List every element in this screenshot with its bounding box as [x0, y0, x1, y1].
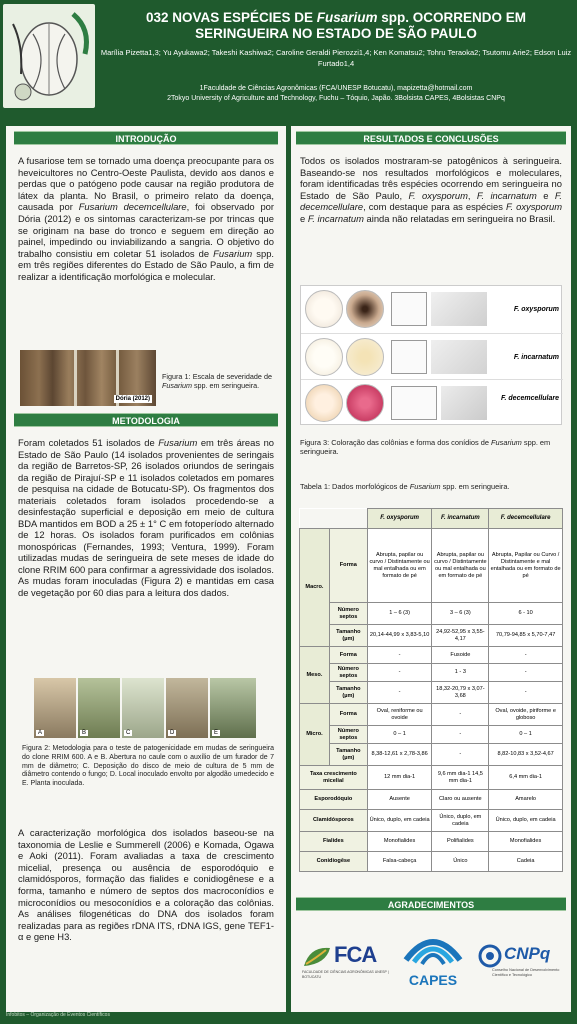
figure-3-species-label: F. incarnatum — [513, 354, 559, 361]
conidia-drawing — [391, 340, 427, 374]
table-cell: 1 – 6 (3) — [367, 603, 432, 625]
table-cell: Abrupta, papilar ou curvo / Distintamente ou mal entalhada ou em formato de pé — [367, 529, 432, 603]
table-cell: - — [489, 647, 563, 664]
table-cell: Ausente — [367, 790, 432, 810]
table-cell: - — [432, 726, 489, 744]
conidia-micrograph — [431, 340, 487, 374]
table-cell: Abrupta, Papilar ou Curvo / Distintamente e mal entalhada ou em formato de pé — [489, 529, 563, 603]
row-label: Tamanho (µm) — [329, 744, 367, 766]
agradecimentos-heading: AGRADECIMENTOS — [296, 897, 566, 911]
affiliations: 1Faculdade de Ciências Agronômicas (FCA/UNESP Botucatu), mapizetta@hotmail.com 2Tokyo University of Agriculture and Technology, Fuchu – Tóquio, Japão. 3Bolsista CAPES, 4Bolsistas CNPq — [167, 85, 505, 102]
table-cell: Falsa-cabeça — [367, 852, 432, 872]
table-cell: Fusoide — [432, 647, 489, 664]
figure-2-panel-c — [122, 678, 164, 738]
row-label: Conidiogêse — [300, 852, 368, 872]
conidia-micrograph — [431, 292, 487, 326]
table-cell: Amarelo — [489, 790, 563, 810]
colony-plate — [346, 290, 384, 328]
row-label: Forma — [329, 647, 367, 664]
row-label: Fialides — [300, 832, 368, 852]
figure-2-label-e: E — [214, 730, 219, 736]
colony-plate — [305, 384, 343, 422]
figure-2-label-c: C — [126, 730, 131, 736]
row-label: Taxa crescimento micelial — [300, 766, 368, 790]
table-cell: 6 - 10 — [489, 603, 563, 625]
row-label: Tamanho (µm) — [329, 625, 367, 647]
table-cell: - — [489, 664, 563, 682]
resultados-heading: RESULTADOS E CONCLUSÕES — [296, 131, 566, 145]
table-cell: - — [367, 647, 432, 664]
fca-label: FCA — [334, 942, 377, 967]
table-header-decemcellulare: F. decemcellulare — [489, 509, 563, 529]
event-logo — [3, 4, 95, 108]
fca-sublabel: FACULDADE DE CIÊNCIAS AGRONÔMICAS UNESP | BOTUCATU — [302, 970, 389, 979]
table-cell: Claro ou ausente — [432, 790, 489, 810]
table-cell: 24,92-52,95 x 3,55-4,17 — [432, 625, 489, 647]
capes-label: CAPES — [408, 972, 458, 988]
table-cell: - — [367, 664, 432, 682]
table-header-oxysporum: F. oxysporum — [367, 509, 432, 529]
figure-2-panel-d — [166, 678, 208, 738]
colony-plate — [305, 338, 343, 376]
table-cell: 12 mm dia-1 — [367, 766, 432, 790]
table-cell: Monofialides — [367, 832, 432, 852]
table-cell: - — [367, 682, 432, 704]
figure-2-label-a: A — [38, 730, 43, 736]
table-cell: 1 - 3 — [432, 664, 489, 682]
morphology-table — [299, 508, 563, 872]
figure-1-photo — [20, 350, 156, 406]
conidia-drawing — [391, 292, 427, 326]
figure-3 — [300, 285, 562, 425]
figure-2-photos — [34, 678, 256, 738]
row-label: Forma — [329, 529, 367, 603]
capes-logo — [398, 928, 468, 992]
authors: Marília Pizetta1,3; Yu Ayukawa2; Takeshi Kashiwa2; Caroline Geraldi Pierozzi1,4; Ken Komatsu2; Tohru Teraoka2; Tsutomu Arie2; Edson Luiz Furtado1,4 — [100, 48, 572, 68]
table-cell: Oval, ovoide, piriforme e globoso — [489, 704, 563, 726]
row-label: Número septos — [329, 603, 367, 625]
table-cell: 6,4 mm dia-1 — [489, 766, 563, 790]
figure-3-species-label: F. decemcellulare — [501, 395, 559, 402]
figure-3-row-oxysporum — [301, 286, 563, 334]
figure-2-label-d: D — [170, 730, 175, 736]
table-header-incarnatum: F. incarnatum — [432, 509, 489, 529]
figure-1-caption: Figura 1: Escala de severidade de Fusarium spp. em seringueira. — [162, 372, 272, 390]
row-group-meso: Meso. — [300, 647, 330, 704]
metodologia-text-2: A caracterização morfológica dos isolados baseou-se na taxonomia de Leslie e Summerell (2006) e Komada, Ogawa e Aoki (2011). Foram avaliadas a taxa de crescimento micelial, presença ou ausência de esporodóquio e clamidósporos, formação das fialides e conidiogênese e a forma, tamanho e número de septos dos macroconídios e microconídios ou mesoconídios e a coloração das colônias. As análises filogenéticas do DNA dos isolados foram realizadas para as regiões rDNA ITS, rDNA IGS, gene TEF1-α e gene H3. — [18, 827, 274, 943]
figure-3-species-label: F. oxysporum — [513, 306, 559, 313]
row-label: Esporodóquio — [300, 790, 368, 810]
table-1-caption: Tabela 1: Dados morfológicos de Fusarium spp. em seringueira. — [300, 482, 510, 491]
table-cell: 70,79-94,85 x 5,70-7,47 — [489, 625, 563, 647]
row-label: Forma — [329, 704, 367, 726]
colony-plate — [305, 290, 343, 328]
figure-2-panel-e — [210, 678, 256, 738]
row-group-micro: Micro. — [300, 704, 330, 766]
table-cell: 8,82-10,83 x 3,52-4,67 — [489, 744, 563, 766]
table-cell: Único, duplo, em cadeia — [489, 810, 563, 832]
introducao-heading: INTRODUÇÃO — [14, 131, 278, 145]
poster-title: 032 NOVAS ESPÉCIES DE Fusarium spp. OCORRENDO EM SERINGUEIRA NO ESTADO DE SÃO PAULO — [145, 10, 527, 41]
figure-2-panel-a — [34, 678, 76, 738]
footer-credit: Infobitos – Organização de Eventos Científicos — [6, 1012, 110, 1018]
figure-3-caption: Figura 3: Coloração das colônias e forma dos conídios de Fusarium spp. em seringueira. — [300, 438, 551, 456]
row-label: Clamidósporos — [300, 810, 368, 832]
figure-2-panel-b — [78, 678, 120, 738]
table-cell: 0 – 1 — [367, 726, 432, 744]
metodologia-heading: METODOLOGIA — [14, 413, 278, 427]
table-cell: 9,6 mm dia-1 14,5 mm dia-1 — [432, 766, 489, 790]
poster-header — [0, 0, 577, 112]
cnpq-emblem-icon — [478, 944, 502, 968]
table-cell: Único, duplo, em cadeia — [432, 810, 489, 832]
row-label: Número septos — [329, 726, 367, 744]
figure-2-label-b: B — [82, 730, 87, 736]
fca-logo — [302, 940, 392, 984]
conidia-micrograph — [441, 386, 487, 420]
row-label: Número septos — [329, 664, 367, 682]
introducao-text: A fusariose tem se tornado uma doença preocupante para os heveicultores no Centro-Oeste Paulista, devido aos danos e perdas que o patógeno pode causar na região produtora de látex da planta. No Brasil, o primeiro relato da doença, causada por Fusarium decemcellulare, foi observado por Dória (2012) e os sintomas caracterizam-se por trincas que se originam na base do tronco e seguem em direção ao painel, impedindo ou inviabilizando a sangria. O objetivo do trabalho consistiu em coletar 51 isolados de Fusarium spp. em três regiões diferentes do Estado de São Paulo, a fim de realizar a identificação morfológica e molecular. — [18, 155, 275, 282]
table-cell: 3 – 6 (3) — [432, 603, 489, 625]
table-cell: Cadeia — [489, 852, 563, 872]
leaf-icon — [302, 944, 332, 968]
table-cell: Oval, reniforme ou ovoide — [367, 704, 432, 726]
figure-1-source-tag: Dória (2012) — [115, 396, 150, 402]
table-cell: - — [489, 682, 563, 704]
table-cell: Polifialides — [432, 832, 489, 852]
cnpq-logo — [478, 944, 566, 984]
row-label: Tamanho (µm) — [329, 682, 367, 704]
conidia-drawing — [391, 386, 437, 420]
cnpq-sublabel: Conselho Nacional de Desenvolvimento Científico e Tecnológico — [492, 968, 560, 977]
figure-3-row-incarnatum — [301, 334, 563, 380]
table-cell: - — [432, 704, 489, 726]
table-cell: - — [432, 744, 489, 766]
colony-plate — [346, 338, 384, 376]
table-cell: 8,38-12,61 x 2,78-3,86 — [367, 744, 432, 766]
table-cell: Único — [432, 852, 489, 872]
table-cell: Abrupta, papilar ou curvo / Distintamente ou mal entalhada ou em formato de pé — [432, 529, 489, 603]
table-cell: Único, duplo, em cadeia — [367, 810, 432, 832]
cnpq-label: CNPq — [504, 944, 551, 963]
table-cell: 18,32-20,79 x 3,07-3,68 — [432, 682, 489, 704]
figure-3-row-decemcellulare — [301, 380, 563, 426]
table-cell: 0 – 1 — [489, 726, 563, 744]
capes-emblem-icon — [398, 928, 468, 972]
resultados-text: Todos os isolados mostraram-se patogênicos à seringueira. Baseando-se nos resultados morfológicos e moleculares, foram identificadas três espécies ocorrendo em seringueira no Estado de São Paulo, F. oxysporum, F. incarnatum e F. decemcellulare, com destaque para as espécies F. oxysporum e F. incarnatum ainda não relatadas em seringueira no Brasil. — [300, 155, 562, 224]
metodologia-text-1: Foram coletados 51 isolados de Fusarium em três áreas no Estado de São Paulo (14 isolados provenientes de seringais da região de Barretos-SP, 26 isolados oriundos de seringais da região de Pirajuí-SP e 11 isolados coletados em pomares de pesquisa na cidade de Botucatu-SP). Os fragmentos dos materiais coletados foram isolados procedendo-se a desinfestação superficial e deposição em meio de cultura BDA mantidos em BOD a 25 ± 1° C em fotoperíodo alternado de 12 horas. Os isolados foram purificados em colônias monospóricas (Fernandes, 1993; Ventura, 1999). Foram utilizadas mudas de seringueira de sete meses de idade do clone RRIM 600 para confirmar a agressividade dos isolados. As mudas foram inoculadas (Figura 2) e mantidas em casa de vegetação por 60 dias para a leitura dos dados. — [18, 437, 274, 598]
table-cell: Monofialides — [489, 832, 563, 852]
figure-2-caption: Figura 2: Metodologia para o teste de patogenicidade em mudas de seringueira do clone RRIM 600. A e B. Abertura no caule com o auxílio de um furador de 7 mm de diâmetro; C. Deposição do disco de meio de cultura de 5 mm de diâmetro contendo o fungo; D. Local inoculado envolto por algodão umedecido e E. Planta inoculada. — [22, 745, 274, 788]
row-group-macro: Macro. — [300, 529, 330, 647]
colony-plate — [346, 384, 384, 422]
table-cell: 20,14-44,99 x 3,83-5,10 — [367, 625, 432, 647]
